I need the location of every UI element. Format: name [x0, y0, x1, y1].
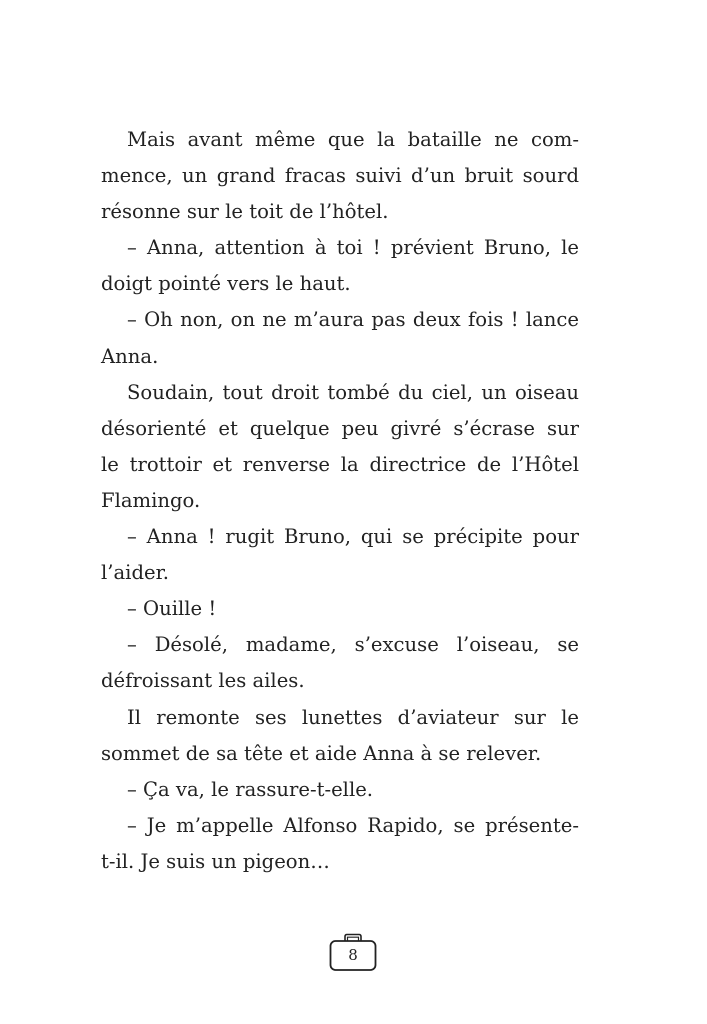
text-line: sommet de sa tête et aide Anna à se relever.	[101, 741, 542, 765]
text-line: – Ouille !	[127, 597, 217, 621]
text-line: t-il. Je suis un pigeon…	[101, 849, 330, 873]
text-line: Anna.	[101, 344, 159, 368]
text-line: – Anna, attention à toi ! prévient Bruno, le	[127, 236, 579, 260]
text-line: – Oh non, on ne m’aura pas deux fois ! lance	[127, 308, 579, 332]
text-line: Flamingo.	[101, 488, 201, 512]
page-number	[329, 932, 377, 972]
text-line: défroissant les ailes.	[101, 669, 305, 693]
text-line: – Je m’appelle Alfonso Rapido, se présente-	[127, 813, 579, 837]
text-line: le trottoir et renverse la directrice de l’Hôtel	[101, 452, 579, 476]
text-line: Mais avant même que la bataille ne com-	[127, 128, 579, 151]
text-line: – Désolé, madame, s’excuse l’oiseau, se	[127, 633, 579, 657]
text-line: désorienté et quelque peu givré s’écrase sur	[101, 416, 579, 440]
text-line: l’aider.	[101, 561, 170, 585]
body-text	[101, 122, 579, 880]
page-number-label: 8	[348, 946, 358, 964]
text-line: – Ça va, le rassure-t-elle.	[127, 777, 374, 801]
text-line: Soudain, tout droit tombé du ciel, un oiseau	[127, 380, 579, 404]
text-line: résonne sur le toit de l’hôtel.	[101, 200, 389, 224]
text-line: mence, un grand fracas suivi d’un bruit sourd	[101, 164, 579, 188]
text-line: Il remonte ses lunettes d’aviateur sur le	[127, 705, 579, 729]
text-line: doigt pointé vers le haut.	[101, 272, 351, 296]
text-line: – Anna ! rugit Bruno, qui se précipite pour	[127, 525, 579, 549]
